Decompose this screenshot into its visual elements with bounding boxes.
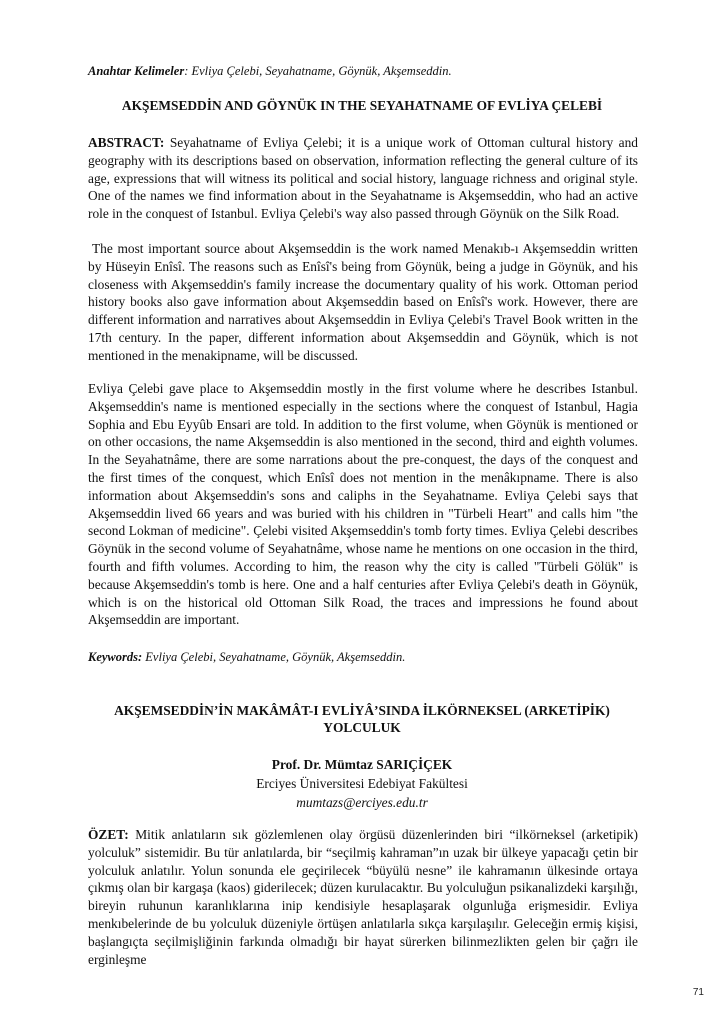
english-keywords-text: Evliya Çelebi, Seyahatname, Göynük, Akşemseddin. — [142, 650, 406, 664]
abstract-label: ABSTRACT: — [88, 135, 165, 150]
abstract-paragraph-3: Evliya Çelebi gave place to Akşemseddin mostly in the first volume where he describes Istanbul. Akşemseddin's name is mentioned especially in the sections where the conquest of Istanbul, Hagia Sophia and Ebu Eyyûb Ensari are told. In addition to the first volume, when Göynük is mentioned or on other occasions, the name Akşemseddin is also mentioned in the second, third and eighth volumes. In the Seyahatnâme, there are some narrations about the pre-conquest, the days of the conquest and the first times of the conquest, which Enîsî does not mention in the menâkıpname. There is also information about Akşemseddin's sons and caliphs in the Seyahatname. Evliya Çelebi says that Akşemseddin lived 66 years and was buried with his children in "Türbeli Heart" and calls him "the second Lokman of medicine". Çelebi visited Akşemseddin's tomb forty times. Evliya Çelebi describes Göynük in the second volume of Seyahatnâme, whose name he mentions on one occasion in the third, fourth and fifth volumes. According to him, the reason why the city is called "Türbeli Gölük" is because Akşemseddin's tomb is here. One and a half centuries after Evliya Çelebi's death in Göynük, which is on the historical old Ottoman Silk Road, the traces and impressions he found about Akşemseddin are important. — [88, 381, 638, 628]
abstract-paragraph-1 — [88, 134, 638, 223]
second-title-line-1: AKŞEMSEDDİN’İN MAKÂMÂT-I EVLİYÂ’SINDA İLKÖRNEKSEL (ARKETİPİK) — [114, 703, 610, 718]
english-keywords-label: Keywords: — [88, 650, 143, 664]
abstract-paragraph-2: The most important source about Akşemseddin is the work named Menakıb-ı Akşemseddin written by Hüseyin Enîsî. The reasons such as Enîsî's being from Göynük, being a judge in Göynük, and his closeness with Akşemseddin's family increase the documentary quality of his work. Ottoman period history books also gave information about Akşemseddin based on Enîsî's work. However, there are different information and narratives about Akşemseddin in Evliya Çelebi's Travel Book written in the 17th century. In the paper, different information about Akşemseddin and Göynük, which is not mentioned in the menakipname, will be discussed. — [88, 241, 638, 363]
author-name: Prof. Dr. Mümtaz SARIÇİÇEK — [271, 757, 453, 772]
second-title-line-2: YOLCULUK — [323, 720, 401, 735]
english-title: AKŞEMSEDDİN AND GÖYNÜK IN THE SEYAHATNAME OF EVLİYA ÇELEBİ — [121, 98, 603, 113]
page-number: 71 — [692, 987, 704, 998]
second-article-title — [80, 702, 644, 736]
ozet-paragraph — [88, 826, 638, 968]
turkish-keywords-text: : Evliya Çelebi, Seyahatname, Göynük, Akşemseddin. — [184, 64, 452, 78]
turkish-keywords-line — [88, 63, 648, 79]
author-email: mumtazs@erciyes.edu.tr — [296, 795, 428, 810]
english-keywords-line — [88, 649, 638, 665]
ozet-label: ÖZET: — [88, 827, 129, 842]
ozet-text: Mitik anlatıların sık gözlemlenen olay örgüsü düzenlerinden biri “ilkörneksel (arketipik) yolculuk” sistemidir. Bu tür anlatılarda, bir “seçilmiş kahraman”ın uzak bir ülkeye yapacağı çetin bir yolculuk anlatılır. Yolun sonunda ele geçirilecek “büyülü nesne” ile kahramanın ülkesinde ortaya çıkmış olan bir kargaşa (kaos) giderilecek; düzen kurulacaktır. Bu yolculuğun psikanalizdeki karşılığı, bireyin ruhunun karanlıklarına inip kendisiyle hesaplaşarak olgunluğa erişmesidir. Evliya menkıbelerinde de bu yolculuk düzeniyle örtüşen anlatılarla sıkça karşılaşılır. Geleceğin ermiş kişisi, başlangıçta seçilmişliğinin farkında olmadığı bir hayat sürerken bilinmezlikten gelen bir çağrı ile erginleşme — [88, 827, 638, 967]
abstract-p1-text: Seyahatname of Evliya Çelebi; it is a unique work of Ottoman cultural history and geography with its descriptions based on observation, information reflecting the general culture of its age, expressions that will witness its political and social history, language richness and original style. One of the names we find information about in the Seyahatname is Akşemseddin, who had an active role in the conquest of Istanbul. Evliya Çelebi's way also passed through Göynük on the Silk Road. — [88, 135, 638, 222]
turkish-keywords-label: Anahtar Kelimeler — [88, 64, 185, 78]
author-affiliation: Erciyes Üniversitesi Edebiyat Fakültesi — [256, 776, 468, 791]
